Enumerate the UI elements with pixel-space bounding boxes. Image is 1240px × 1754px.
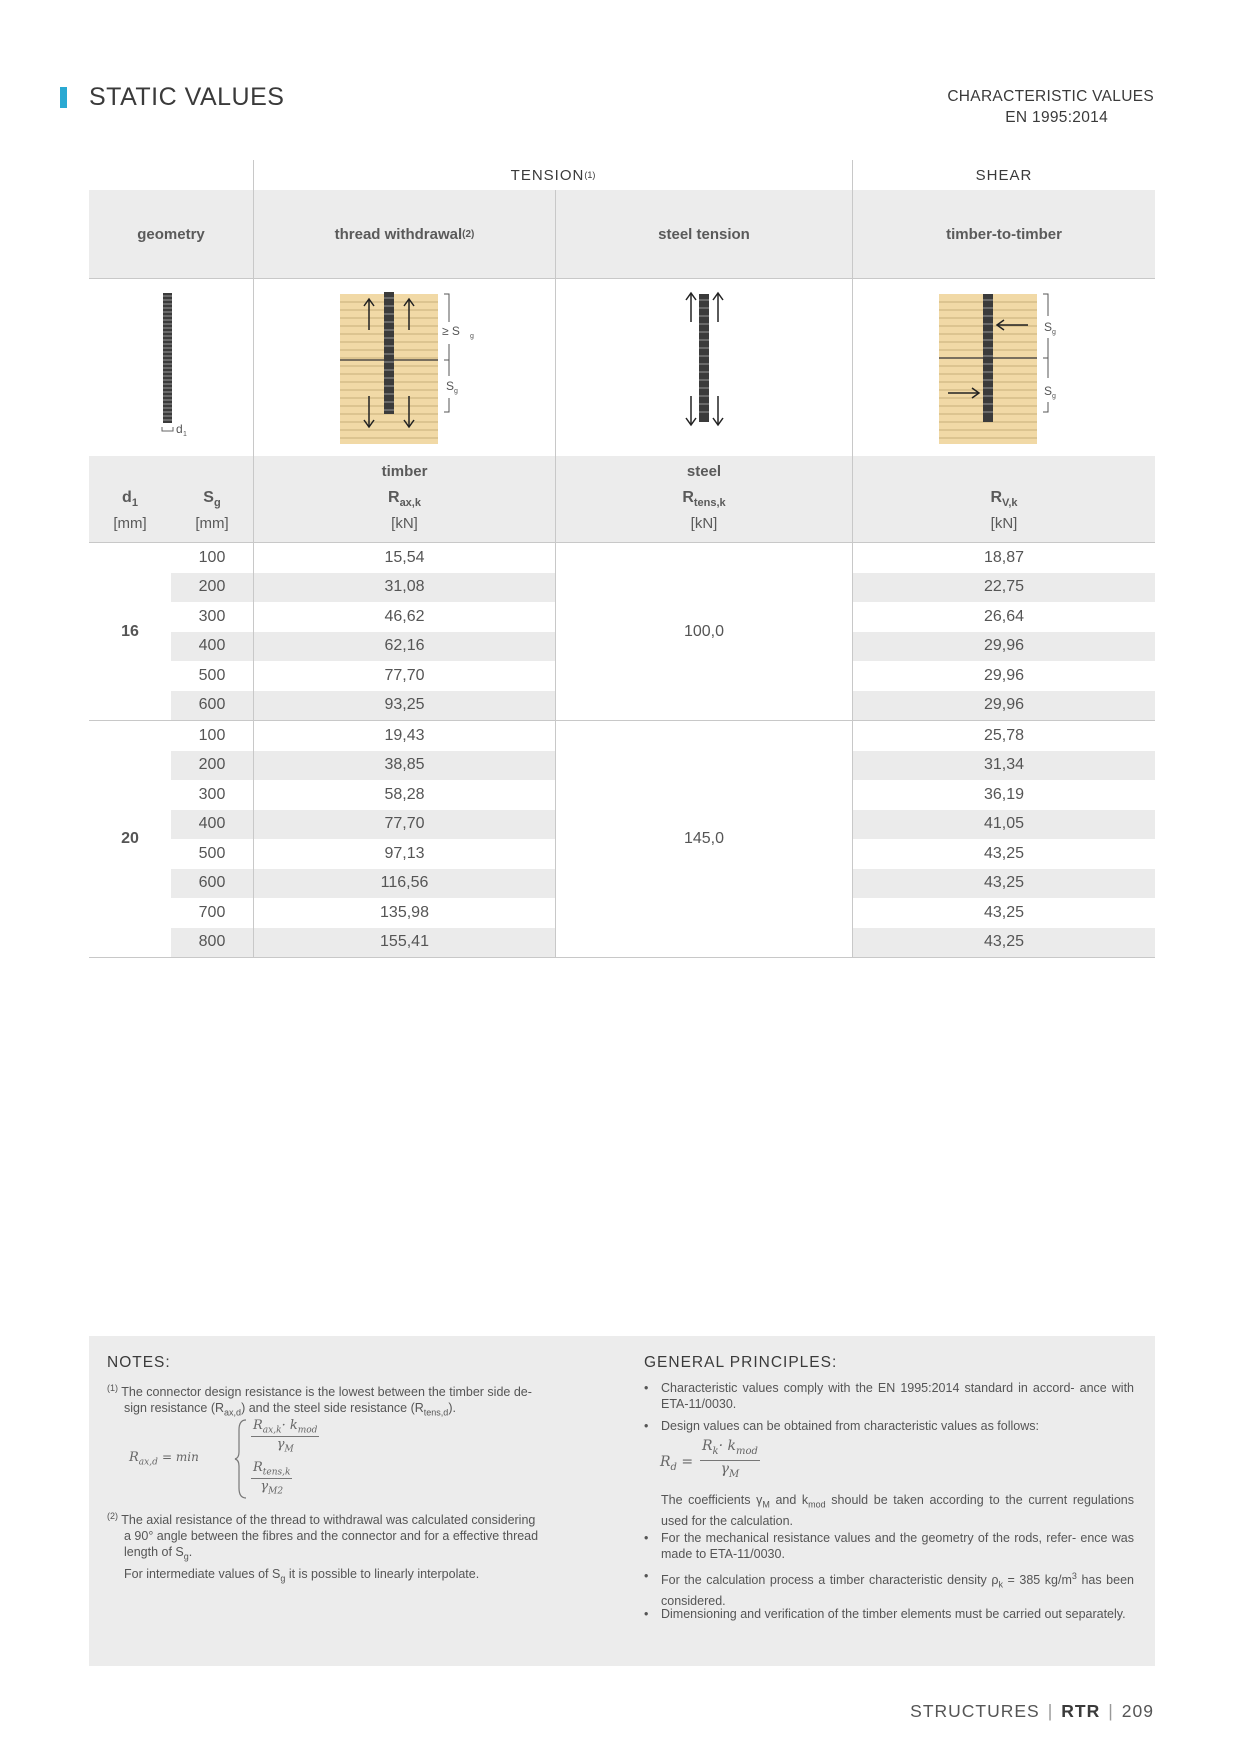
cell-sg: 500 [198,666,226,684]
cell-rax: 93,25 [254,691,555,721]
list-item: • Dimensioning and verification of the timber elements must be carried out separately. [644,1607,1126,1621]
steel-tension-illustration [556,278,852,456]
cell-rv: 36,19 [983,785,1025,803]
cell-rv: 29,96 [853,632,1155,662]
col-divider [555,543,556,957]
cell-rv: 29,96 [853,691,1155,721]
header-subtitle [947,86,1154,128]
cell-rax: 31,08 [254,573,555,603]
svg-text:d: d [176,422,183,436]
cell-rax: 19,43 [384,726,425,744]
list-item: • Design values can be obtained from characteristic values as follows: [644,1419,1039,1433]
cell-rax: 97,13 [384,844,425,862]
unit-rtens: steel $R_{tens,k}$ [kN] [682,463,726,532]
brace-icon [234,1418,248,1500]
svg-text:g: g [470,333,474,340]
list-item: • For the mechanical resistance values and the geometry of the rods, refer- ence was made to ETA-11/0030. [644,1531,1134,1561]
cell-rax: 77,70 [384,666,425,684]
cell-rax: 38,85 [254,751,555,781]
formula-axial-design-resistance: $R_{ax,d} = \min$ $\frac{R_{ax,k}\cdot k_{mod}}{\gamma_M}$ $\frac{R_{tens,k}}{\gamma_{M2}}$ [129,1418,329,1500]
note-1: $^{(1)}$ The connector design resistance is the lowest between the timber side de- sign resistance $(R_{ax,d})$ and the steel side resistance $(R_{tens,d})$. [107,1383,532,1418]
cell-rv: 22,75 [853,573,1155,603]
svg-text:g: g [1052,329,1056,336]
cell-sg: 300 [198,785,226,803]
thread-withdrawal-illustration [254,278,555,456]
formula-design-resistance: $R_d$ = $\frac{R_k\cdot k_{mod}}{\gamma_M}$ [660,1438,758,1480]
cell-sg: 300 [198,607,226,625]
svg-text:≥ S: ≥ S [442,324,460,338]
cell-sg: 500 [198,844,226,862]
col-geometry: geometry [137,225,205,243]
cell-sg: 700 [198,903,226,921]
col-steel-tension: steel tension [658,225,750,243]
unit-rax: timber $R_{ax,k}$ [kN] [381,463,428,532]
cell-rv: 43,25 [853,928,1155,958]
cell-rv: 26,64 [983,607,1025,625]
cell-rax: 135,98 [380,903,429,921]
cell-rv: 29,96 [983,666,1025,684]
note-2: $^{(2)}$ The axial resistance of the thread to withdrawal was calculated considering a 90° angle between the fibres and the connector and for a effective thread length of $S_g$. [107,1511,539,1562]
cell-sg: 800 [171,928,253,958]
svg-text:S: S [1044,384,1053,398]
unit-rv: $R_{V,k}$ [kN] [990,489,1018,532]
cell-rax: 116,56 [254,869,555,899]
col-divider [253,160,254,957]
cell-rv: 43,25 [853,869,1155,899]
cell-sg: 600 [171,691,253,721]
svg-text:g: g [454,388,458,395]
notes-panel [89,1336,1155,1666]
rod-geometry-illustration [89,278,253,456]
footer-section: STRUCTURES [910,1701,1040,1721]
cell-rax: 77,70 [254,810,555,840]
page-footer: STRUCTURES | RTR | 209 [910,1701,1154,1721]
cell-rtens: 100,0 [683,622,725,640]
list-item-continuation: The coefficients $\gamma_M$ and $k_{mod}$ should be taken according to the current regulations used for the calculation. [661,1493,1134,1528]
cell-rv: 43,25 [983,903,1025,921]
page-title: STATIC VALUES [89,83,285,111]
cell-sg: 600 [171,869,253,899]
divider [89,957,1155,958]
cell-rv: 25,78 [983,726,1025,744]
cell-sg: 200 [171,751,253,781]
note-2-interpolation: For intermediate values of $S_g$ it is possible to linearly interpolate. [124,1567,480,1584]
col-timber-to-timber: timber-to-timber [946,225,1062,243]
list-item: • Characteristic values comply with the EN 1995:2014 standard in accord- ance with ETA-11/0030. [644,1381,1134,1411]
cell-d1: 20 [121,830,139,847]
list-item: • For the calculation process a timber characteristic density $\rho_k = 385$ $kg/m^3$ has been considered. [644,1569,1134,1608]
cell-rax: 15,54 [384,548,425,566]
cell-sg: 400 [171,810,253,840]
col-thread-withdrawal: thread withdrawal (2) [334,225,475,243]
cell-rax: 46,62 [384,607,425,625]
cell-rv: 31,34 [853,751,1155,781]
svg-text:S: S [1044,320,1053,334]
cell-rv: 43,25 [983,844,1025,862]
timber-to-timber-illustration [853,278,1155,456]
group-header-tension: TENSION (1) [510,166,596,184]
cell-d1: 16 [121,622,139,640]
cell-rax: 58,28 [384,785,425,803]
section-marker [60,87,67,108]
cell-sg: 400 [171,632,253,662]
cell-sg: 100 [198,726,226,744]
header-subtitle-line2: EN 1995:2014 [1005,109,1108,126]
svg-text:S: S [446,379,455,393]
col-divider [555,190,556,542]
cell-rv: 18,87 [983,548,1025,566]
group-header-shear: SHEAR [975,166,1033,184]
unit-sg: $S_g$ [mm] [195,489,229,532]
footer-product: RTR [1061,1701,1101,1721]
cell-rax: 62,16 [254,632,555,662]
notes-title: NOTES: [107,1354,171,1371]
svg-text:1: 1 [183,431,187,438]
cell-sg: 200 [171,573,253,603]
cell-rtens: 145,0 [683,830,725,847]
svg-text:g: g [1052,393,1056,400]
header-subtitle-line1: CHARACTERISTIC VALUES [947,88,1154,105]
unit-d1: $d_1$ [mm] [113,489,147,532]
cell-rax: 155,41 [254,928,555,958]
principles-list [644,1380,1139,1670]
page-number: 209 [1121,1701,1154,1721]
col-divider [852,160,853,957]
principles-title: GENERAL PRINCIPLES: [644,1354,838,1371]
cell-rv: 41,05 [853,810,1155,840]
cell-sg: 100 [198,548,226,566]
